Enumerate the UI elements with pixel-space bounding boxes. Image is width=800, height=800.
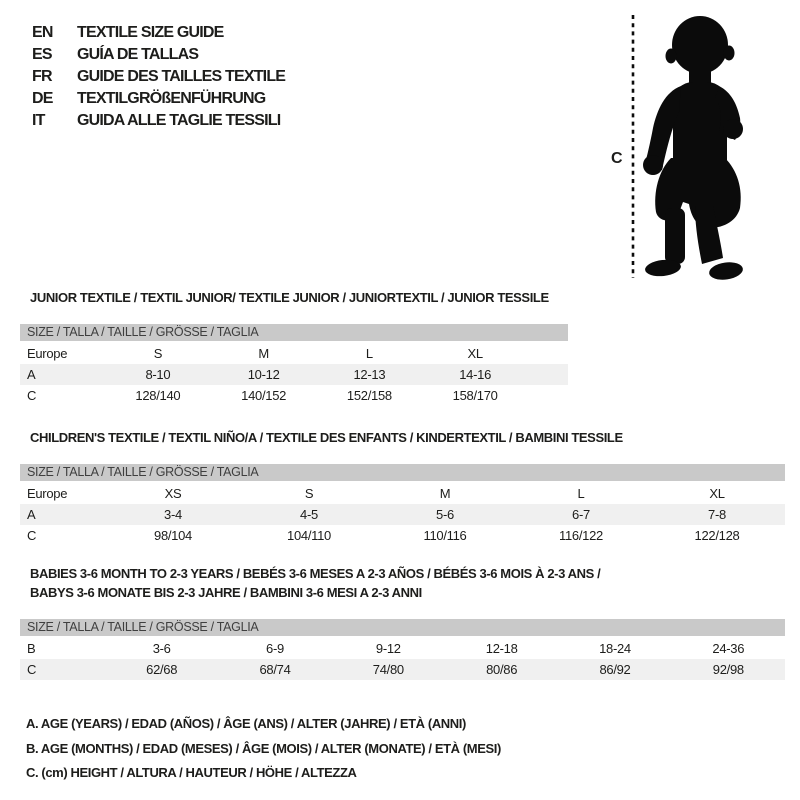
table-row <box>20 638 785 659</box>
size-cell: 86/92 <box>599 662 631 677</box>
size-cell: L <box>577 486 585 501</box>
left-leg-shape <box>665 208 685 264</box>
size-cell: 92/98 <box>712 662 744 677</box>
size-cell: XL <box>709 486 725 501</box>
size-cell: XL <box>467 346 483 361</box>
size-cell: 9-12 <box>375 641 401 656</box>
language-title: GUIDA ALLE TAGLIE TESSILI <box>77 112 281 129</box>
table-row <box>20 659 785 680</box>
size-cell: 80/86 <box>486 662 518 677</box>
toddler-silhouette <box>605 12 765 284</box>
size-cell: S <box>153 346 163 361</box>
size-cell: S <box>304 486 314 501</box>
size-cell: 4-5 <box>300 507 318 522</box>
head-shape <box>672 16 728 74</box>
size-cell: 18-24 <box>599 641 631 656</box>
language-title: GUÍA DE TALLAS <box>77 46 199 63</box>
size-table <box>20 619 785 680</box>
language-code: FR <box>32 68 52 85</box>
section-heading <box>30 428 785 447</box>
size-cell: 152/158 <box>346 388 392 403</box>
row-label: Europe <box>27 486 68 501</box>
footnotes <box>26 712 501 786</box>
size-cell: 8-10 <box>145 367 171 382</box>
size-table-body <box>20 638 785 680</box>
size-cell: 10-12 <box>247 367 280 382</box>
row-label: C <box>27 528 37 543</box>
size-section-babies <box>20 564 785 680</box>
size-cell: 116/122 <box>559 528 603 543</box>
language-code: DE <box>32 90 53 107</box>
section-heading <box>30 288 568 307</box>
footnote: B. AGE (MONTHS) / EDAD (MESES) / ÂGE (MOIS) / ALTER (MONATE) / ETÀ (MESI) <box>26 740 501 756</box>
size-cell: 6-7 <box>572 507 590 522</box>
left-ear-shape <box>666 49 677 64</box>
language-row <box>32 110 285 132</box>
size-cell: 14-16 <box>459 367 491 382</box>
row-label: A <box>27 367 36 382</box>
size-cell: 5-6 <box>436 507 454 522</box>
language-row <box>32 66 285 88</box>
size-cell: 12-18 <box>485 641 518 656</box>
footnote: C. (cm) HEIGHT / ALTURA / HAUTEUR / HÖHE / ALTEZZA <box>26 765 357 780</box>
size-cell: 104/110 <box>287 528 331 543</box>
row-label: C <box>27 388 37 403</box>
size-table-body <box>20 343 568 406</box>
right-hand-shape <box>723 119 743 139</box>
language-title: GUIDE DES TAILLES TEXTILE <box>77 68 286 85</box>
right-ear-shape <box>724 46 735 61</box>
right-foot-shape <box>708 260 744 282</box>
size-cell: M <box>439 486 451 501</box>
language-row <box>32 88 285 110</box>
language-title: TEXTILE SIZE GUIDE <box>77 24 224 41</box>
size-table-body <box>20 483 785 546</box>
size-cell: 7-8 <box>708 507 726 522</box>
row-label: Europe <box>27 346 68 361</box>
size-section-junior <box>20 288 568 406</box>
language-code: ES <box>32 46 52 63</box>
section-heading-line: CHILDREN'S TEXTILE / TEXTIL NIÑO/A / TEXTILE DES ENFANTS / KINDERTEXTIL / BAMBINI TESSILE <box>30 430 623 445</box>
size-table-header: SIZE / TALLA / TAILLE / GRÖSSE / TAGLIA <box>20 464 785 481</box>
language-guide <box>32 22 285 132</box>
size-table <box>20 464 785 546</box>
size-cell: 68/74 <box>259 662 291 677</box>
language-row <box>32 44 285 66</box>
size-cell: 98/104 <box>154 528 192 543</box>
table-row <box>20 385 568 406</box>
size-section-children <box>20 428 785 546</box>
table-row <box>20 504 785 525</box>
table-row <box>20 525 785 546</box>
row-label: B <box>27 641 36 656</box>
size-cell: XS <box>164 486 182 501</box>
section-heading-line: JUNIOR TEXTILE / TEXTIL JUNIOR/ TEXTILE JUNIOR / JUNIORTEXTIL / JUNIOR TESSILE <box>30 290 549 305</box>
table-row <box>20 483 785 504</box>
size-table-header: SIZE / TALLA / TAILLE / GRÖSSE / TAGLIA <box>20 324 568 341</box>
size-cell: 3-6 <box>152 641 171 656</box>
row-label: A <box>27 507 36 522</box>
row-label: C <box>27 662 37 677</box>
language-code: EN <box>32 24 53 41</box>
table-row <box>20 364 568 385</box>
size-table <box>20 324 568 406</box>
height-measure-label: C <box>611 150 623 167</box>
size-cell: 62/68 <box>146 662 178 677</box>
size-cell: 74/80 <box>372 662 404 677</box>
section-heading-line: BABYS 3-6 MONATE BIS 2-3 JAHRE / BAMBINI 3-6 MESI A 2-3 ANNI <box>30 585 422 600</box>
left-hand-shape <box>643 155 663 175</box>
size-cell: 128/140 <box>135 388 181 403</box>
language-code: IT <box>32 112 45 129</box>
size-cell: 158/170 <box>452 388 498 403</box>
section-heading-line: BABIES 3-6 MONTH TO 2-3 YEARS / BEBÉS 3-6 MESES A 2-3 AÑOS / BÉBÉS 3-6 MOIS À 2-3 ANS / <box>30 566 601 581</box>
size-cell: 3-4 <box>164 507 182 522</box>
size-cell: 140/152 <box>241 388 287 403</box>
size-cell: L <box>365 346 373 361</box>
size-cell: 12-13 <box>353 367 386 382</box>
section-heading <box>30 564 785 602</box>
language-title: TEXTILGRÖßENFÜHRUNG <box>77 90 266 107</box>
size-cell: 110/116 <box>423 528 467 543</box>
size-cell: 122/128 <box>694 528 740 543</box>
footnote: A. AGE (YEARS) / EDAD (AÑOS) / ÂGE (ANS) / ALTER (JAHRE) / ETÀ (ANNI) <box>26 716 466 731</box>
child-figure <box>605 12 765 284</box>
language-row <box>32 22 285 44</box>
table-row <box>20 343 568 364</box>
size-cell: 24-36 <box>712 641 745 656</box>
size-table-header: SIZE / TALLA / TAILLE / GRÖSSE / TAGLIA <box>20 619 785 636</box>
size-cell: 6-9 <box>266 641 284 656</box>
size-cell: M <box>258 346 269 361</box>
